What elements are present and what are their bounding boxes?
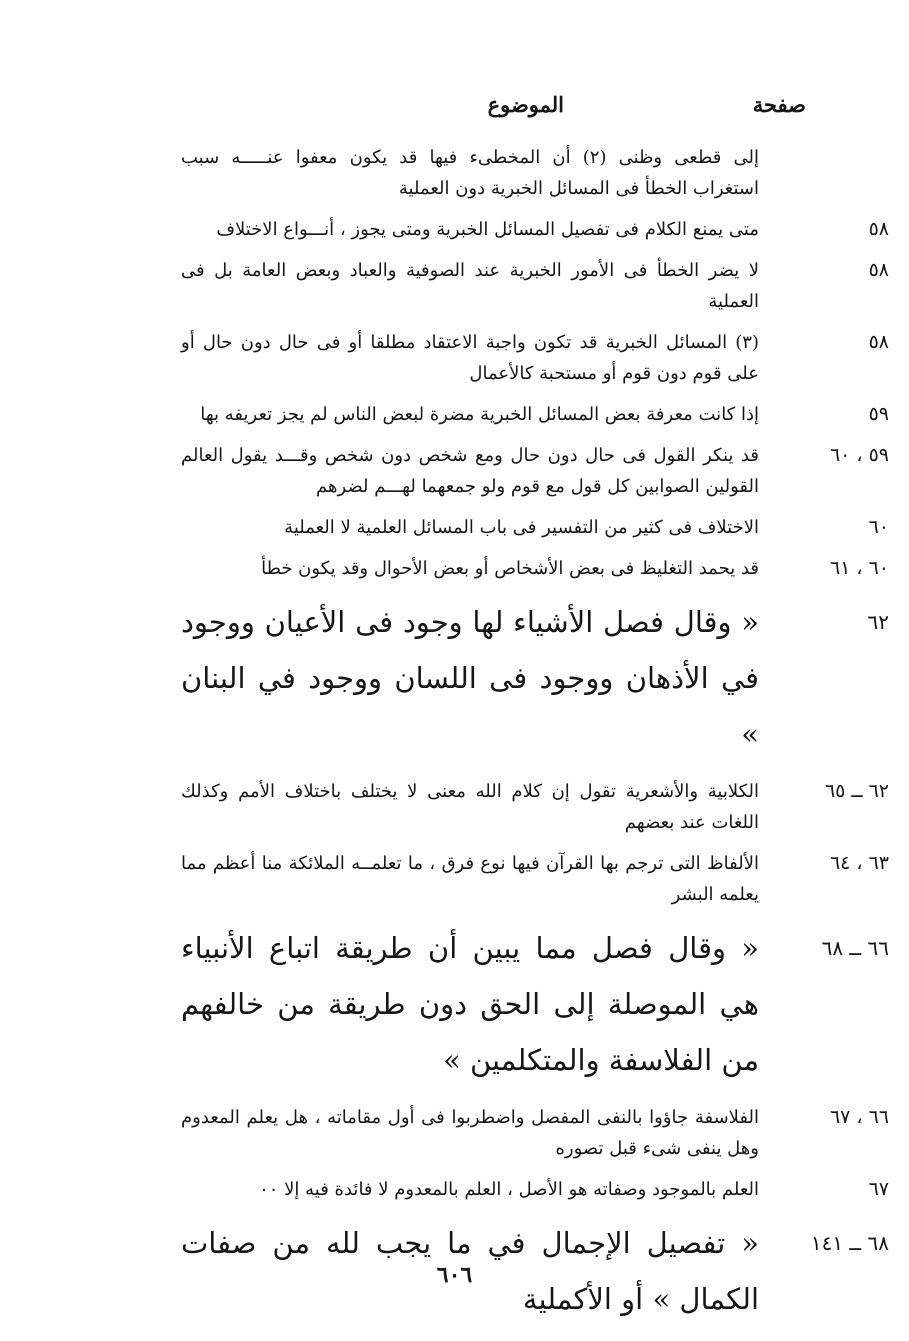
entry-topic: إلى قطعى وظنى (٢) أن المخطىء فيها قد يكون معفوا عنـــــه سبب استغراب الخطأ فى المسائل الخبرية دون العملية xyxy=(181,147,759,199)
index-entry xyxy=(0,1102,909,1164)
entry-pages: ٦٢ xyxy=(867,610,889,634)
entry-pages: ٦٠ xyxy=(868,516,889,538)
entry-topic: لا يضر الخطأ فى الأمور الخبرية عند الصوفية والعباد وبعض العامة بل فى العملية xyxy=(181,260,759,312)
index-entry xyxy=(0,1174,909,1205)
index-entry xyxy=(0,440,909,502)
index-entry xyxy=(0,255,909,317)
entry-pages: ٥٩ ، ٦٠ xyxy=(829,444,889,466)
entry-topic: الاختلاف فى كثير من التفسير فى باب المسائل العلمية لا العملية xyxy=(284,517,759,538)
index-entry xyxy=(0,848,909,910)
entry-topic: قد ينكر القول فى حال دون حال ومع شخص دون شخص وقـــد يقول العالم القولين الصوابين كل قول مع قوم ولو جمعهما لهـــم لضرهم xyxy=(181,445,759,497)
entry-pages: ٥٨ xyxy=(868,331,889,353)
index-entries xyxy=(0,142,909,1341)
entry-pages: ٥٨ xyxy=(868,218,889,240)
entry-topic: إذا كانت معرفة بعض المسائل الخبرية مضرة لبعض الناس لم يجز تعريفه بها xyxy=(200,404,759,425)
entry-pages: ٦٨ ــ ١٤١ xyxy=(810,1231,889,1255)
entry-pages: ٦٣ ، ٦٤ xyxy=(829,852,889,874)
column-header xyxy=(0,92,909,128)
index-entry xyxy=(0,142,909,204)
index-entry xyxy=(0,327,909,389)
entry-topic: (٣) المسائل الخبرية قد تكون واجبة الاعتقاد مطلقا أو فى حال دون حال أو على قوم دون قوم أو مستحبة كالأعمال xyxy=(181,332,759,384)
entry-pages: ٦٦ ، ٦٧ xyxy=(829,1106,889,1128)
index-entry xyxy=(0,512,909,543)
section-title: « تفصيل الإجمال في ما يجب لله من صفات الكمال » أو الأكملية xyxy=(181,1226,759,1316)
entry-pages: ٦٦ ــ ٦٨ xyxy=(821,936,889,960)
entry-pages: ٦٢ ــ ٦٥ xyxy=(824,780,889,802)
section-title: « وقال فصل الأشياء لها وجود فى الأعيان ووجود في الأذهان ووجود فى اللسان ووجود في البنان » xyxy=(181,605,759,751)
entry-pages: ٦٠ ، ٦١ xyxy=(829,557,889,579)
index-section-heading xyxy=(0,920,909,1088)
entry-pages: ٥٩ xyxy=(868,403,889,425)
entry-topic: العلم بالموجود وصفاته هو الأصل ، العلم بالمعدوم لا فائدة فيه إلا ٠٠ xyxy=(259,1179,759,1200)
entry-topic: الفلاسفة جاؤوا بالنفى المفصل واضطربوا فى أول مقاماته ، هل يعلم المعدوم وهل ينفى شىء قبل تصوره xyxy=(181,1107,759,1159)
index-entry xyxy=(0,399,909,430)
topic-column-heading: الموضوع xyxy=(487,92,564,117)
entry-topic: الألفاظ التى ترجم بها القرآن فيها نوع فرق ، ما تعلمــه الملائكة منا أعظم مما يعلمه البشر xyxy=(181,853,759,905)
section-title: « وقال فصل مما يبين أن طريقة اتباع الأنبياء هي الموصلة إلى الحق دون طريقة من خالفهم من الفلاسفة والمتكلمين » xyxy=(181,931,759,1077)
index-entry xyxy=(0,553,909,584)
index-entry xyxy=(0,214,909,245)
page-number: ٦٠٦ xyxy=(436,1262,473,1288)
index-entry xyxy=(0,776,909,838)
index-section-heading xyxy=(0,594,909,762)
entry-topic: قد يحمد التغليظ فى بعض الأشخاص أو بعض الأحوال وقد يكون خطأ xyxy=(261,558,759,579)
entry-pages: ٥٨ xyxy=(868,259,889,281)
entry-topic: الكلابية والأشعرية تقول إن كلام الله معنى لا يختلف باختلاف الأمم وكذلك اللغات عند بعضهم xyxy=(181,781,759,833)
page-column-heading: صفحة xyxy=(752,92,806,117)
entry-pages: ٦٧ xyxy=(868,1178,889,1200)
entry-topic: متى يمنع الكلام فى تفصيل المسائل الخبرية ومتى يجوز ، أنـــواع الاختلاف xyxy=(216,219,759,240)
